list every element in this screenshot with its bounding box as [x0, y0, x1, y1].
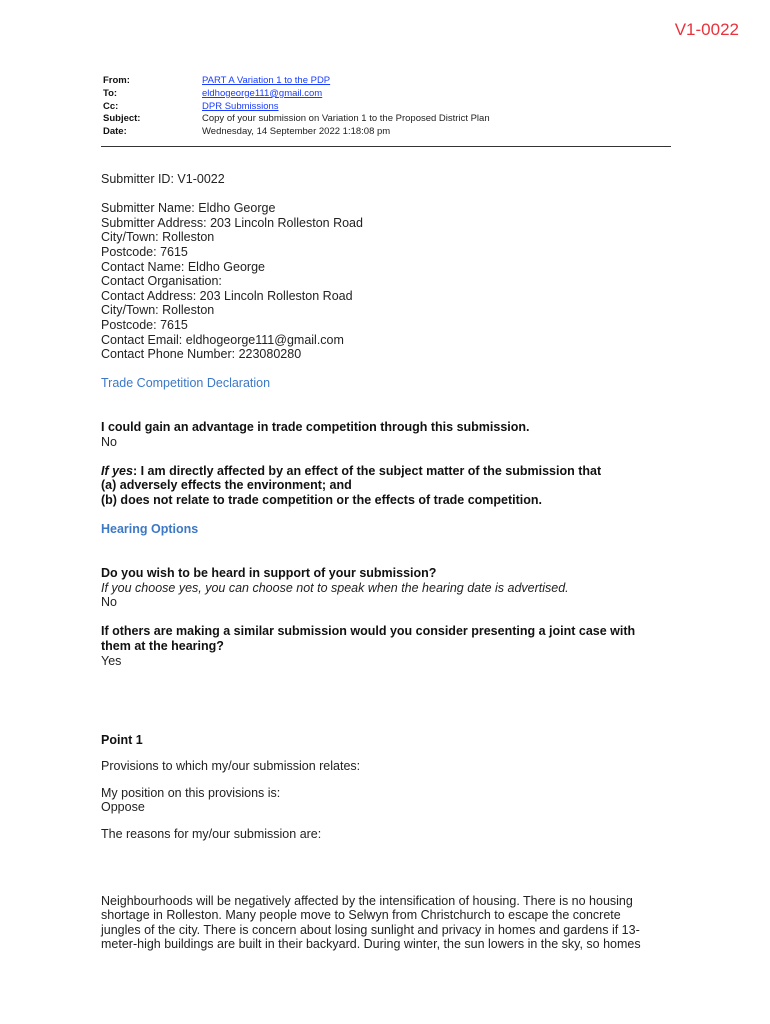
- hearing-q1-answer: No: [101, 595, 117, 610]
- subject-value: Copy of your submission on Variation 1 to the Proposed District Plan: [202, 113, 490, 125]
- trade-ifyes-b: (b) does not relate to trade competition or the effects of trade competition.: [101, 493, 543, 508]
- email-header: [103, 75, 490, 139]
- point-position: Oppose: [101, 800, 145, 815]
- date-row: [103, 126, 490, 139]
- ifyes-text: : I am directly affected by an effect of the subject matter of the submission that: [132, 463, 602, 478]
- trade-question: I could gain an advantage in trade competition through this submission.: [101, 420, 530, 435]
- point-reasons-label: The reasons for my/our submission are:: [101, 826, 322, 841]
- trade-ifyes: [101, 464, 661, 479]
- subject-row: [103, 113, 490, 126]
- trade-heading: Trade Competition Declaration: [101, 376, 271, 391]
- submitter-city: City/Town: Rolleston: [101, 230, 215, 245]
- submitter-id: Submitter ID: V1-0022: [101, 172, 225, 186]
- hearing-q1: Do you wish to be heard in support of your submission?: [101, 566, 437, 581]
- submission-body: [101, 172, 661, 952]
- trade-answer: No: [101, 434, 117, 449]
- from-row: [103, 75, 490, 88]
- contact-city: City/Town: Rolleston: [101, 303, 215, 318]
- reasons-line-2: shortage in Rolleston. Many people move to Selwyn from Christchurch to escape the concrete: [101, 908, 621, 923]
- hearing-q2-line1: If others are making a similar submission would you consider presenting a joint case with: [101, 624, 636, 639]
- to-email-link[interactable]: eldhogeorge111@gmail.com: [202, 87, 323, 99]
- trade-ifyes-a: (a) adversely effects the environment; and: [101, 478, 352, 493]
- point-heading: Point 1: [101, 732, 143, 747]
- submitter-address: Submitter Address: 203 Lincoln Rolleston Road: [101, 215, 363, 230]
- subject-label: Subject:: [103, 113, 141, 125]
- hearing-q2-line2: them at the hearing?: [101, 639, 224, 653]
- reasons-line-3: jungles of the city. There is concern about losing sunlight and privacy in homes and gardens if 13-: [101, 922, 640, 937]
- ifyes-label: If yes: [101, 463, 133, 478]
- contact-phone: Contact Phone Number: 223080280: [101, 347, 302, 362]
- reasons-line-4: meter-high buildings are built in their backyard. During winter, the sun lowers in the sky, so homes: [101, 937, 641, 952]
- point-provisions: Provisions to which my/our submission relates:: [101, 759, 361, 774]
- cc-link[interactable]: DPR Submissions: [202, 100, 279, 112]
- contact-name: Contact Name: Eldho George: [101, 259, 265, 274]
- contact-address: Contact Address: 203 Lincoln Rolleston Road: [101, 288, 353, 303]
- contact-postcode: Postcode: 7615: [101, 317, 188, 332]
- cc-label: Cc:: [103, 100, 119, 112]
- submission-ref-id: V1-0022: [674, 20, 739, 39]
- from-link[interactable]: PART A Variation 1 to the PDP: [202, 75, 331, 86]
- contact-email: Contact Email: eldhogeorge111@gmail.com: [101, 332, 344, 347]
- cc-row: [103, 101, 490, 114]
- hearing-q2-answer: Yes: [101, 653, 122, 668]
- to-row: [103, 88, 490, 101]
- submitter-postcode: Postcode: 7615: [101, 244, 188, 259]
- date-label: Date:: [103, 126, 127, 138]
- point-position-label: My position on this provisions is:: [101, 785, 281, 800]
- contact-organisation: Contact Organisation:: [101, 274, 222, 289]
- hearing-q1-note: If you choose yes, you can choose not to speak when the hearing date is advertised.: [101, 580, 569, 595]
- submitter-name: Submitter Name: Eldho George: [101, 201, 276, 216]
- to-label: To:: [103, 87, 118, 99]
- from-label: From:: [103, 75, 130, 86]
- reasons-line-1: Neighbourhoods will be negatively affected by the intensification of housing. There is no housing: [101, 893, 633, 908]
- date-value: Wednesday, 14 September 2022 1:18:08 pm: [202, 126, 391, 138]
- hearing-heading: Hearing Options: [101, 522, 199, 537]
- header-divider: [101, 146, 671, 147]
